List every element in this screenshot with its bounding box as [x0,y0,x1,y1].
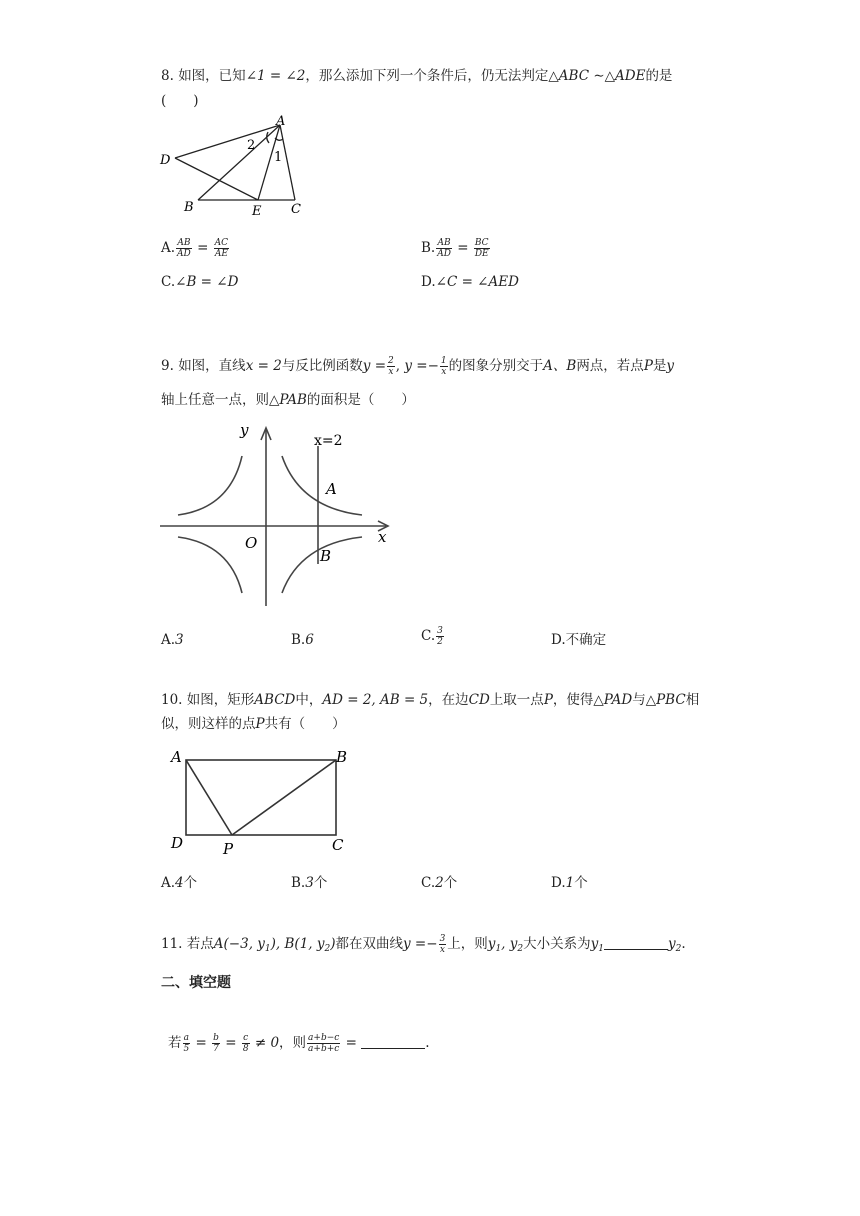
q8-option-a[interactable]: A. $\frac{AB}{AD}$ = $\frac{AC}{AE}$ [161,238,229,259]
q8-label-angle2: 2 [247,138,256,153]
q8-label-D: D [160,153,171,168]
q10-stem-line2: 似，则这样的点P共有（ ） [161,716,346,732]
q9-figure-hyperbola [160,418,400,608]
q8-figure-triangles [155,112,315,222]
q9-option-c[interactable]: C. $\frac{3}{2}$ [421,626,443,647]
q8-label-C: C [291,202,301,217]
fill1-stem: 若 $\frac{a}{5}$ = $\frac{b}{7}$ = $\frac{c}{8}$ ≠ 0，则 $\frac{a+b-c}{a+b+c}$ = . [168,1033,430,1054]
q10-label-B: B [336,748,348,766]
q10-option-a[interactable]: A.4个 [161,875,198,891]
q8-answer-paren: ( ) [161,93,199,109]
q9-label-y: y [240,421,249,439]
q10-label-A: A [171,748,182,766]
q8-option-d[interactable]: D.∠C = ∠AED [421,274,519,290]
q8-label-angle1: 1 [274,150,283,165]
q9-label-x: x [378,528,387,546]
q9-label-B: B [320,547,332,565]
q8-label-E: E [252,204,262,219]
q10-label-C: C [332,836,344,854]
q10-stem: 10. 如图，矩形ABCD中，AD = 2, AB = 5，在边CD上取一点P，使得△PAD与△PBC相 [161,692,700,708]
q10-figure-rectangle [165,742,365,857]
q9-option-b[interactable]: B.6 [291,632,314,648]
q9-stem-line2: 轴上任意一点，则△PAB的面积是（ ） [161,392,415,408]
q8-option-b[interactable]: B. $\frac{AB}{AD}$ = $\frac{BC}{DE}$ [421,238,489,259]
q9-option-d[interactable]: D.不确定 [551,632,607,648]
q9-label-line: x=2 [314,433,343,449]
q10-label-D: D [171,834,184,852]
section-heading: 二、填空题 [161,975,231,991]
q10-option-d[interactable]: D.1个 [551,875,588,891]
q9-option-a[interactable]: A.3 [161,632,184,648]
q9-label-origin: O [245,534,258,552]
q9-stem: 9. 如图，直线x = 2与反比例函数y = $\frac{2}{x}$ , y =− $\frac{1}{x}$ 的图象分别交于A、B两点，若点P是y [161,356,675,377]
q8-label-B: B [184,200,194,215]
q10-label-P: P [223,840,234,857]
q8-label-A: A [276,114,286,129]
q11-stem: 11. 若点A(−3, $y_1$), B(1, $y_2$)都在双曲线y =− $\frac{3}{x}$ 上，则$y_1$, $y_2$大小关系为$y_1$ $y_2$. [161,934,686,955]
q11-answer-blank[interactable] [604,937,668,950]
q10-option-b[interactable]: B.3个 [291,875,328,891]
q9-label-A: A [326,480,337,498]
fill1-answer-blank[interactable] [361,1036,425,1049]
q8-option-c[interactable]: C.∠B = ∠D [161,274,239,290]
q8-stem: 8. 如图，已知∠1 = ∠2，那么添加下列一个条件后，仍无法判定△ABC ∼△ADE的是 [161,68,673,84]
q10-option-c[interactable]: C.2个 [421,875,458,891]
